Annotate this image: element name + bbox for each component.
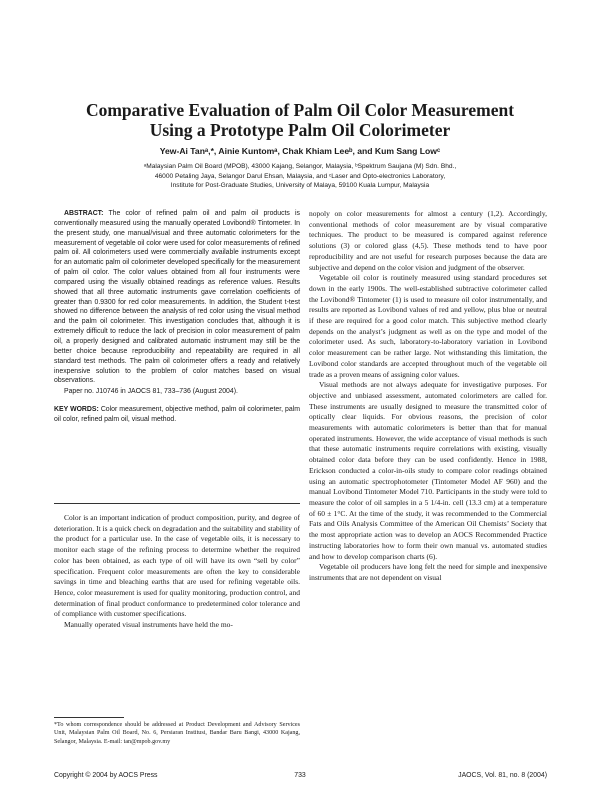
affiliation-line-1: ᵃMalaysian Palm Oil Board (MPOB), 43000 Kajang, Selangor, Malaysia, ᵇSpektrum Saujana (M) Sdn. Bhd., — [143, 163, 457, 170]
keywords — [54, 405, 300, 425]
title-line-2: Using a Prototype Palm Oil Colorimeter — [149, 120, 451, 140]
copyright-footer: Copyright © 2004 by AOCS Press — [54, 772, 158, 779]
abstract-block — [54, 209, 300, 425]
body-paragraph: Color is an important indication of product composition, purity, and degree of deterioration. It is a quick check on degradation and the suitability and stability of the product for a particular use. In the case of vegetable oils, it is necessary to monitor each stage of the refining process to determine whether the required color has been obtained, as each type of oil will have its own “sell by color” specification. Frequent color measurements are often the key to considerable savings in time and bleaching earths that are used for refining vegetable oils. Hence, color measurement is used for quality monitoring, production control, and determination of final product conformance to predetermined color tolerance and of compliance with customer specifications. — [54, 513, 300, 619]
affiliations — [90, 162, 510, 191]
abstract-label: ABSTRACT: — [64, 210, 104, 217]
abstract-divider — [54, 503, 300, 504]
correspondence-footnote: *To whom correspondence should be addressed at Product Development and Advisory Services Unit, Malaysian Palm Oil Board, No. 6, Persiaran Institusi, Bandar Baru Bangi, 43000 Kajang, Selangor, Malaysia. E-mail: tan@mpob.gov.my — [54, 722, 300, 745]
keywords-text: Color measurement, objective method, palm oil colorimeter, palm oil color, refined palm oil, visual method. — [54, 406, 300, 423]
body-paragraph: Manually operated visual instruments have held the mo- — [64, 620, 233, 630]
journal-citation: JAOCS, Vol. 81, no. 8 (2004) — [458, 772, 547, 779]
body-paragraph: Vegetable oil producers have long felt the need for simple and inexpensive instruments that are not dependent on visual — [309, 562, 547, 582]
affiliation-line-2: 46000 Petaling Jaya, Selangor Darul Ehsan, Malaysia, and ᶜLaser and Opto-electronics Laboratory, — [154, 172, 446, 180]
body-paragraph: Vegetable oil color is routinely measured using standard procedures set down in the early 1900s. The well-established subtractive colorimeter called the Lovibond® Tintometer (1) is used to measure oil color instrumentally, and results are reported as Lovibond values of red and yellow, plus blue or neutral if these are required for a good color match. This subjective method clearly depends on the analyst’s judgment as well as on the type and model of the colorimeter used. As such, laboratory-to-laboratory variation in Lovibond color measurement can be rather large. Not withstanding this limitation, the Lovibond color standards are accepted throughout much of the vegetable oil trade as a proven means of assigning color values. — [309, 273, 547, 379]
footnote-divider — [54, 717, 124, 718]
author-list: Yew-Ai Tanᵃ,*, Ainie Kuntomᵃ, Chak Khiam Leeᵇ, and Kum Sang Lowᶜ — [159, 146, 441, 156]
left-body-text — [54, 513, 300, 631]
body-paragraph: Visual methods are not always adequate for investigative purposes. For objective and unbiased assessment, automated colorimeters are called for. These instruments are usually designed to measure the transmitted color of optically clear liquids. For obvious reasons, the precision of color measurements with automatic colorimeters is better than that for manual operated instruments. However, the wide acceptance of visual methods is such that these automatic instruments require correlations with existing, visually obtained color data before they can be used confidently. Hence in 1988, Erickson conducted a color-in-oils study to compare color readings obtained using an automatic spectrophotometer (Tintometer Model AF 960) and the manual Lovibond Tintometer Model 710. Participants in the study were told to measure the color of oil samples in a 5 1/4-in. cell (13.3 cm) at a temperature of 60 ± 1°C. At the time of the study, it was recommended to the Commercial Fats and Oils Analysis Committee of the American Oil Chemists’ Society that the most appropriate action was to develop an AOCS Recommended Practice instructing laboratories how to form their own manual vs. automated studies and how to develop comparison charts (6). — [309, 380, 547, 561]
paper-title — [0, 100, 600, 140]
keywords-label: KEY WORDS: — [54, 406, 99, 414]
affiliation-line-3: Institute for Post-Graduate Studies, University of Malaya, 59100 Kuala Lumpur, Malaysia — [170, 182, 430, 190]
right-body-text — [309, 209, 547, 584]
body-paragraph: nopoly on color measurements for almost a century (1,2). Accordingly, conventional methods of color measurement are by visual comparative techniques. The product to be measured is compared against reference solutions (3) or colored glass (4,5). These methods tend to have poor reproducibility and are not useful for research purposes because the data are subjective and depend on the color vision and judgment of the observer. — [309, 209, 547, 272]
title-line-1: Comparative Evaluation of Palm Oil Color Measurement — [85, 100, 515, 120]
abstract-text: The color of refined palm oil and palm oil products is conventionally measured using the manually operated Lovibond® Tintometer. In the present study, one manual/visual and three automatic colorimeters for the measurement of vegetable oil color were used for color measurements of refined palm oil. All colorimeters used were commercially available instruments except for an automatic palm oil colorimeter developed specifically for the measurement of palm oil color. The color values obtained from all four instruments were compared using the visually obtained readings as reference values. Results showed that all three automatic instruments gave correlation coefficients of greater than 0.9300 for red color measurements. In addition, the Student t-test showed no difference between the analysis of red color using the visual method and the palm oil colorimeter. This investigation concludes that, although it is extremely difficult to reduce the lack of precision in color measurement of palm oil, a properly designed and calibrated automatic instrument may still be the better choice because reproducibility and repeatability are required in all standard test methods. The palm oil colorimeter offers a ready and relatively inexpensive solution to the problem of color matches based on visual observations. — [54, 210, 300, 385]
page-number: 733 — [294, 772, 306, 779]
paper-number: Paper no. J10746 in JAOCS 81, 733–736 (August 2004). — [64, 388, 238, 396]
